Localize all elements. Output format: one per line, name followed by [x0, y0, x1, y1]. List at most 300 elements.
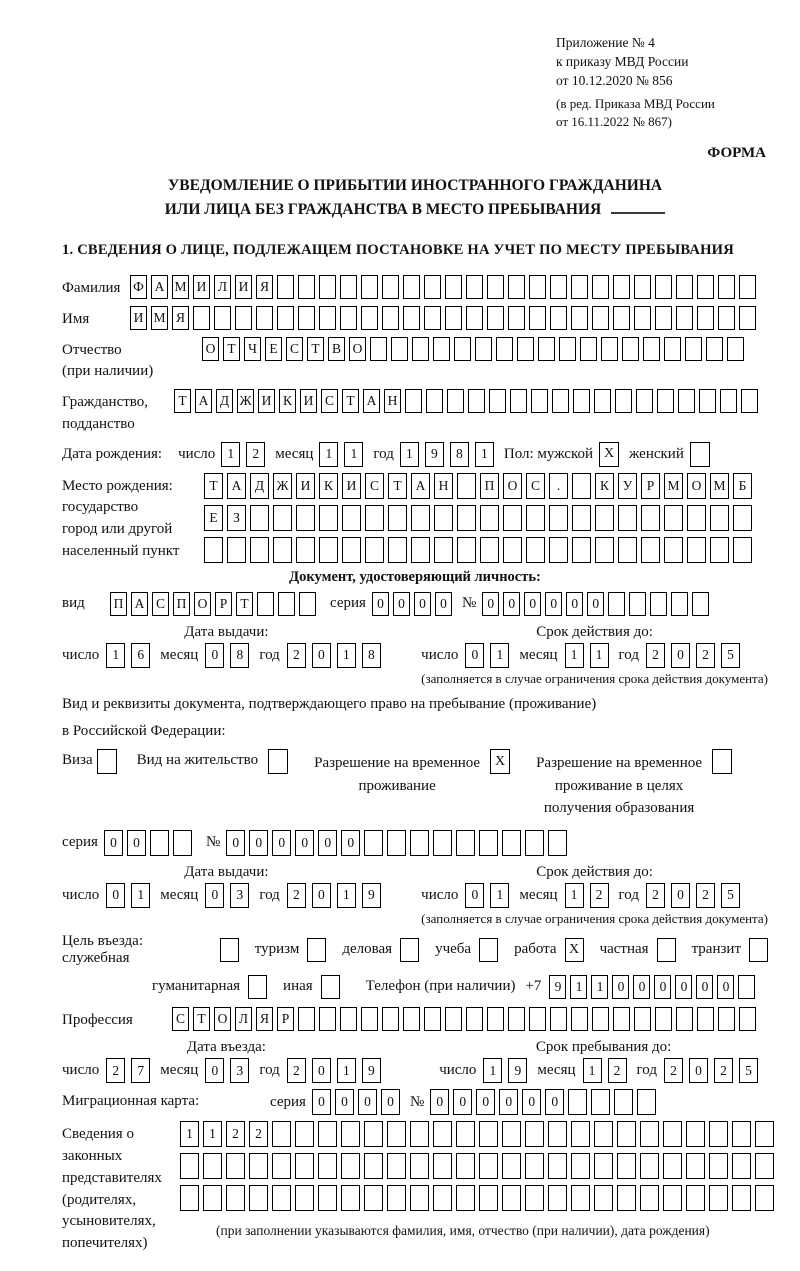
char-cell[interactable]: 0: [566, 592, 583, 616]
char-cell[interactable]: [341, 1121, 360, 1147]
char-cell[interactable]: 0: [393, 592, 410, 616]
char-cell[interactable]: [552, 389, 569, 413]
char-cell[interactable]: С: [286, 337, 303, 361]
char-cell[interactable]: [615, 389, 632, 413]
char-cell[interactable]: [235, 306, 252, 330]
char-cell[interactable]: [403, 1007, 420, 1031]
char-cell[interactable]: [706, 337, 723, 361]
char-cell[interactable]: К: [319, 473, 338, 499]
char-cell[interactable]: О: [503, 473, 522, 499]
char-cell[interactable]: [388, 537, 407, 563]
char-cell[interactable]: 9: [425, 442, 444, 467]
char-cell[interactable]: [447, 389, 464, 413]
char-cell[interactable]: [601, 337, 618, 361]
char-cell[interactable]: [640, 1153, 659, 1179]
char-cell[interactable]: 1: [565, 883, 584, 908]
char-cell[interactable]: Я: [256, 1007, 273, 1031]
char-cell[interactable]: 0: [272, 830, 291, 856]
char-cell[interactable]: 3: [230, 883, 249, 908]
char-cell[interactable]: 1: [475, 442, 494, 467]
char-cell[interactable]: [434, 537, 453, 563]
char-cell[interactable]: [272, 1121, 291, 1147]
char-cell[interactable]: 2: [287, 883, 306, 908]
checkbox-residence-permit[interactable]: [268, 749, 288, 774]
char-cell[interactable]: [479, 1185, 498, 1211]
char-cell[interactable]: [489, 389, 506, 413]
char-cell[interactable]: Ч: [244, 337, 261, 361]
char-cell[interactable]: 2: [714, 1058, 733, 1083]
char-cell[interactable]: [318, 1153, 337, 1179]
char-cell[interactable]: [340, 306, 357, 330]
char-cell[interactable]: [709, 1185, 728, 1211]
char-cell[interactable]: [342, 537, 361, 563]
char-cell[interactable]: [755, 1121, 774, 1147]
char-cell[interactable]: [456, 1153, 475, 1179]
char-cell[interactable]: Д: [216, 389, 233, 413]
char-cell[interactable]: 1: [337, 1058, 356, 1083]
char-cell[interactable]: [468, 389, 485, 413]
char-cell[interactable]: [466, 306, 483, 330]
char-cell[interactable]: [411, 537, 430, 563]
char-cell[interactable]: 1: [570, 975, 587, 999]
char-cell[interactable]: Р: [277, 1007, 294, 1031]
char-cell[interactable]: [502, 1153, 521, 1179]
char-cell[interactable]: [364, 1153, 383, 1179]
char-cell[interactable]: 0: [205, 883, 224, 908]
char-cell[interactable]: [365, 537, 384, 563]
char-cell[interactable]: [257, 592, 274, 616]
checkbox-private[interactable]: [657, 938, 676, 962]
char-cell[interactable]: [391, 337, 408, 361]
char-cell[interactable]: [709, 1121, 728, 1147]
char-cell[interactable]: 0: [671, 643, 690, 668]
checkbox-work[interactable]: X: [565, 938, 584, 962]
char-cell[interactable]: [571, 1185, 590, 1211]
char-cell[interactable]: [508, 1007, 525, 1031]
char-cell[interactable]: А: [131, 592, 148, 616]
char-cell[interactable]: И: [235, 275, 252, 299]
char-cell[interactable]: И: [193, 275, 210, 299]
char-cell[interactable]: 0: [435, 592, 452, 616]
char-cell[interactable]: 0: [717, 975, 734, 999]
char-cell[interactable]: [319, 1007, 336, 1031]
char-cell[interactable]: [214, 306, 231, 330]
char-cell[interactable]: 0: [612, 975, 629, 999]
char-cell[interactable]: [571, 1153, 590, 1179]
char-cell[interactable]: [457, 505, 476, 531]
char-cell[interactable]: 1: [337, 643, 356, 668]
char-cell[interactable]: [457, 473, 476, 499]
char-cell[interactable]: [739, 275, 756, 299]
char-cell[interactable]: [650, 592, 667, 616]
char-cell[interactable]: [487, 1007, 504, 1031]
char-cell[interactable]: [387, 1121, 406, 1147]
char-cell[interactable]: [548, 830, 567, 856]
char-cell[interactable]: [727, 337, 744, 361]
char-cell[interactable]: [568, 1089, 587, 1115]
char-cell[interactable]: [203, 1153, 222, 1179]
char-cell[interactable]: 0: [381, 1089, 400, 1115]
char-cell[interactable]: 0: [671, 883, 690, 908]
char-cell[interactable]: 1: [203, 1121, 222, 1147]
char-cell[interactable]: [340, 1007, 357, 1031]
char-cell[interactable]: [739, 306, 756, 330]
char-cell[interactable]: [319, 306, 336, 330]
checkbox-humanitarian[interactable]: [248, 975, 267, 999]
char-cell[interactable]: [341, 1153, 360, 1179]
char-cell[interactable]: [550, 1007, 567, 1031]
char-cell[interactable]: [479, 1153, 498, 1179]
char-cell[interactable]: [608, 592, 625, 616]
char-cell[interactable]: 1: [221, 442, 240, 467]
char-cell[interactable]: [466, 275, 483, 299]
char-cell[interactable]: [548, 1121, 567, 1147]
checkbox-business[interactable]: [400, 938, 419, 962]
char-cell[interactable]: [433, 1185, 452, 1211]
char-cell[interactable]: [641, 505, 660, 531]
char-cell[interactable]: 0: [696, 975, 713, 999]
char-cell[interactable]: 9: [508, 1058, 527, 1083]
char-cell[interactable]: [503, 505, 522, 531]
char-cell[interactable]: А: [227, 473, 246, 499]
char-cell[interactable]: 1: [591, 975, 608, 999]
char-cell[interactable]: 2: [287, 1058, 306, 1083]
char-cell[interactable]: [502, 830, 521, 856]
char-cell[interactable]: [591, 1089, 610, 1115]
char-cell[interactable]: Л: [214, 275, 231, 299]
char-cell[interactable]: [342, 505, 361, 531]
char-cell[interactable]: [663, 1153, 682, 1179]
char-cell[interactable]: 0: [482, 592, 499, 616]
char-cell[interactable]: [295, 1121, 314, 1147]
char-cell[interactable]: 2: [646, 643, 665, 668]
char-cell[interactable]: О: [202, 337, 219, 361]
char-cell[interactable]: [502, 1121, 521, 1147]
char-cell[interactable]: [249, 1153, 268, 1179]
char-cell[interactable]: Т: [236, 592, 253, 616]
char-cell[interactable]: 1: [590, 643, 609, 668]
char-cell[interactable]: 8: [230, 643, 249, 668]
char-cell[interactable]: [594, 1121, 613, 1147]
char-cell[interactable]: 2: [287, 643, 306, 668]
char-cell[interactable]: [480, 505, 499, 531]
char-cell[interactable]: [755, 1185, 774, 1211]
char-cell[interactable]: [318, 1121, 337, 1147]
char-cell[interactable]: И: [130, 306, 147, 330]
char-cell[interactable]: Ф: [130, 275, 147, 299]
char-cell[interactable]: Е: [204, 505, 223, 531]
char-cell[interactable]: [502, 1185, 521, 1211]
char-cell[interactable]: [732, 1121, 751, 1147]
char-cell[interactable]: [641, 537, 660, 563]
char-cell[interactable]: М: [664, 473, 683, 499]
char-cell[interactable]: [180, 1185, 199, 1211]
char-cell[interactable]: [732, 1153, 751, 1179]
char-cell[interactable]: [319, 537, 338, 563]
char-cell[interactable]: П: [480, 473, 499, 499]
char-cell[interactable]: [559, 337, 576, 361]
char-cell[interactable]: [613, 1007, 630, 1031]
char-cell[interactable]: Т: [174, 389, 191, 413]
char-cell[interactable]: [549, 505, 568, 531]
char-cell[interactable]: [710, 505, 729, 531]
char-cell[interactable]: 1: [400, 442, 419, 467]
char-cell[interactable]: 0: [104, 830, 123, 856]
char-cell[interactable]: [686, 1121, 705, 1147]
char-cell[interactable]: 1: [319, 442, 338, 467]
checkbox-edu-permit[interactable]: [712, 749, 732, 774]
char-cell[interactable]: [445, 275, 462, 299]
char-cell[interactable]: 0: [318, 830, 337, 856]
char-cell[interactable]: Н: [434, 473, 453, 499]
char-cell[interactable]: [388, 505, 407, 531]
char-cell[interactable]: [634, 1007, 651, 1031]
char-cell[interactable]: Р: [215, 592, 232, 616]
char-cell[interactable]: [249, 1185, 268, 1211]
char-cell[interactable]: [738, 975, 755, 999]
char-cell[interactable]: [618, 537, 637, 563]
char-cell[interactable]: [572, 537, 591, 563]
char-cell[interactable]: [403, 275, 420, 299]
char-cell[interactable]: .: [549, 473, 568, 499]
char-cell[interactable]: [424, 275, 441, 299]
char-cell[interactable]: 2: [246, 442, 265, 467]
char-cell[interactable]: [364, 1185, 383, 1211]
char-cell[interactable]: [456, 1185, 475, 1211]
char-cell[interactable]: [475, 337, 492, 361]
char-cell[interactable]: [433, 337, 450, 361]
char-cell[interactable]: И: [342, 473, 361, 499]
char-cell[interactable]: П: [110, 592, 127, 616]
char-cell[interactable]: 1: [131, 883, 150, 908]
char-cell[interactable]: 2: [249, 1121, 268, 1147]
char-cell[interactable]: [697, 306, 714, 330]
checkbox-male[interactable]: X: [599, 442, 619, 467]
char-cell[interactable]: [272, 1185, 291, 1211]
char-cell[interactable]: [457, 537, 476, 563]
char-cell[interactable]: 1: [490, 883, 509, 908]
char-cell[interactable]: О: [687, 473, 706, 499]
char-cell[interactable]: [204, 537, 223, 563]
char-cell[interactable]: [454, 337, 471, 361]
char-cell[interactable]: [655, 1007, 672, 1031]
char-cell[interactable]: Т: [204, 473, 223, 499]
char-cell[interactable]: [671, 592, 688, 616]
char-cell[interactable]: 2: [106, 1058, 125, 1083]
char-cell[interactable]: [710, 537, 729, 563]
char-cell[interactable]: З: [227, 505, 246, 531]
char-cell[interactable]: Я: [256, 275, 273, 299]
char-cell[interactable]: 0: [545, 1089, 564, 1115]
char-cell[interactable]: А: [411, 473, 430, 499]
char-cell[interactable]: [595, 537, 614, 563]
checkbox-transit[interactable]: [749, 938, 768, 962]
char-cell[interactable]: 9: [362, 1058, 381, 1083]
checkbox-other[interactable]: [321, 975, 340, 999]
char-cell[interactable]: 0: [499, 1089, 518, 1115]
char-cell[interactable]: [296, 505, 315, 531]
char-cell[interactable]: И: [258, 389, 275, 413]
char-cell[interactable]: [387, 830, 406, 856]
char-cell[interactable]: [529, 1007, 546, 1031]
char-cell[interactable]: [180, 1153, 199, 1179]
char-cell[interactable]: 1: [106, 643, 125, 668]
char-cell[interactable]: О: [214, 1007, 231, 1031]
char-cell[interactable]: 2: [590, 883, 609, 908]
char-cell[interactable]: [298, 275, 315, 299]
checkbox-study[interactable]: [479, 938, 498, 962]
char-cell[interactable]: [538, 337, 555, 361]
char-cell[interactable]: [426, 389, 443, 413]
char-cell[interactable]: 0: [249, 830, 268, 856]
char-cell[interactable]: [250, 537, 269, 563]
char-cell[interactable]: Я: [172, 306, 189, 330]
char-cell[interactable]: [614, 1089, 633, 1115]
char-cell[interactable]: 2: [646, 883, 665, 908]
char-cell[interactable]: И: [296, 473, 315, 499]
char-cell[interactable]: 0: [545, 592, 562, 616]
char-cell[interactable]: 1: [180, 1121, 199, 1147]
char-cell[interactable]: [550, 306, 567, 330]
char-cell[interactable]: [697, 275, 714, 299]
char-cell[interactable]: [709, 1153, 728, 1179]
char-cell[interactable]: [549, 537, 568, 563]
char-cell[interactable]: [663, 1121, 682, 1147]
char-cell[interactable]: С: [152, 592, 169, 616]
char-cell[interactable]: [640, 1121, 659, 1147]
char-cell[interactable]: С: [526, 473, 545, 499]
char-cell[interactable]: А: [363, 389, 380, 413]
char-cell[interactable]: [318, 1185, 337, 1211]
char-cell[interactable]: [733, 537, 752, 563]
char-cell[interactable]: [548, 1185, 567, 1211]
char-cell[interactable]: [718, 1007, 735, 1031]
char-cell[interactable]: Т: [193, 1007, 210, 1031]
char-cell[interactable]: [487, 306, 504, 330]
char-cell[interactable]: [529, 275, 546, 299]
char-cell[interactable]: [572, 505, 591, 531]
char-cell[interactable]: [526, 505, 545, 531]
char-cell[interactable]: В: [328, 337, 345, 361]
char-cell[interactable]: [580, 337, 597, 361]
char-cell[interactable]: 7: [131, 1058, 150, 1083]
char-cell[interactable]: [686, 1185, 705, 1211]
char-cell[interactable]: [629, 592, 646, 616]
char-cell[interactable]: [594, 1185, 613, 1211]
char-cell[interactable]: [364, 1121, 383, 1147]
char-cell[interactable]: [617, 1121, 636, 1147]
char-cell[interactable]: 0: [341, 830, 360, 856]
char-cell[interactable]: 2: [696, 643, 715, 668]
char-cell[interactable]: [592, 306, 609, 330]
char-cell[interactable]: 0: [675, 975, 692, 999]
char-cell[interactable]: Т: [307, 337, 324, 361]
char-cell[interactable]: [664, 505, 683, 531]
char-cell[interactable]: [640, 1185, 659, 1211]
char-cell[interactable]: [678, 389, 695, 413]
char-cell[interactable]: [496, 337, 513, 361]
char-cell[interactable]: [410, 1185, 429, 1211]
char-cell[interactable]: [273, 505, 292, 531]
char-cell[interactable]: [634, 275, 651, 299]
char-cell[interactable]: Ж: [273, 473, 292, 499]
char-cell[interactable]: [739, 1007, 756, 1031]
char-cell[interactable]: 0: [430, 1089, 449, 1115]
char-cell[interactable]: [410, 1153, 429, 1179]
char-cell[interactable]: [361, 275, 378, 299]
char-cell[interactable]: Л: [235, 1007, 252, 1031]
char-cell[interactable]: [503, 537, 522, 563]
char-cell[interactable]: [272, 1153, 291, 1179]
char-cell[interactable]: [657, 389, 674, 413]
char-cell[interactable]: 0: [524, 592, 541, 616]
char-cell[interactable]: [277, 275, 294, 299]
char-cell[interactable]: [573, 389, 590, 413]
char-cell[interactable]: [692, 592, 709, 616]
char-cell[interactable]: А: [151, 275, 168, 299]
char-cell[interactable]: 0: [312, 643, 331, 668]
char-cell[interactable]: [424, 1007, 441, 1031]
char-cell[interactable]: [250, 505, 269, 531]
char-cell[interactable]: С: [321, 389, 338, 413]
char-cell[interactable]: Б: [733, 473, 752, 499]
char-cell[interactable]: 6: [131, 643, 150, 668]
char-cell[interactable]: Р: [641, 473, 660, 499]
char-cell[interactable]: [637, 1089, 656, 1115]
char-cell[interactable]: [361, 306, 378, 330]
char-cell[interactable]: [298, 306, 315, 330]
char-cell[interactable]: [227, 537, 246, 563]
char-cell[interactable]: [433, 1153, 452, 1179]
char-cell[interactable]: 0: [205, 1058, 224, 1083]
char-cell[interactable]: М: [172, 275, 189, 299]
char-cell[interactable]: [364, 830, 383, 856]
char-cell[interactable]: 3: [230, 1058, 249, 1083]
char-cell[interactable]: 1: [344, 442, 363, 467]
char-cell[interactable]: М: [151, 306, 168, 330]
char-cell[interactable]: [382, 1007, 399, 1031]
char-cell[interactable]: [411, 505, 430, 531]
char-cell[interactable]: [299, 592, 316, 616]
checkbox-tourism[interactable]: [307, 938, 326, 962]
char-cell[interactable]: [548, 1153, 567, 1179]
char-cell[interactable]: 5: [721, 883, 740, 908]
char-cell[interactable]: 0: [503, 592, 520, 616]
char-cell[interactable]: [755, 1153, 774, 1179]
char-cell[interactable]: 0: [106, 883, 125, 908]
char-cell[interactable]: [594, 1153, 613, 1179]
char-cell[interactable]: [361, 1007, 378, 1031]
char-cell[interactable]: [572, 473, 591, 499]
char-cell[interactable]: К: [595, 473, 614, 499]
char-cell[interactable]: [456, 1121, 475, 1147]
char-cell[interactable]: 1: [337, 883, 356, 908]
char-cell[interactable]: 9: [549, 975, 566, 999]
char-cell[interactable]: [595, 505, 614, 531]
char-cell[interactable]: И: [300, 389, 317, 413]
char-cell[interactable]: А: [195, 389, 212, 413]
char-cell[interactable]: [664, 537, 683, 563]
char-cell[interactable]: [550, 275, 567, 299]
char-cell[interactable]: [685, 337, 702, 361]
char-cell[interactable]: [508, 306, 525, 330]
char-cell[interactable]: [525, 1153, 544, 1179]
char-cell[interactable]: [699, 389, 716, 413]
char-cell[interactable]: Д: [250, 473, 269, 499]
char-cell[interactable]: [531, 389, 548, 413]
char-cell[interactable]: [456, 830, 475, 856]
char-cell[interactable]: [571, 306, 588, 330]
